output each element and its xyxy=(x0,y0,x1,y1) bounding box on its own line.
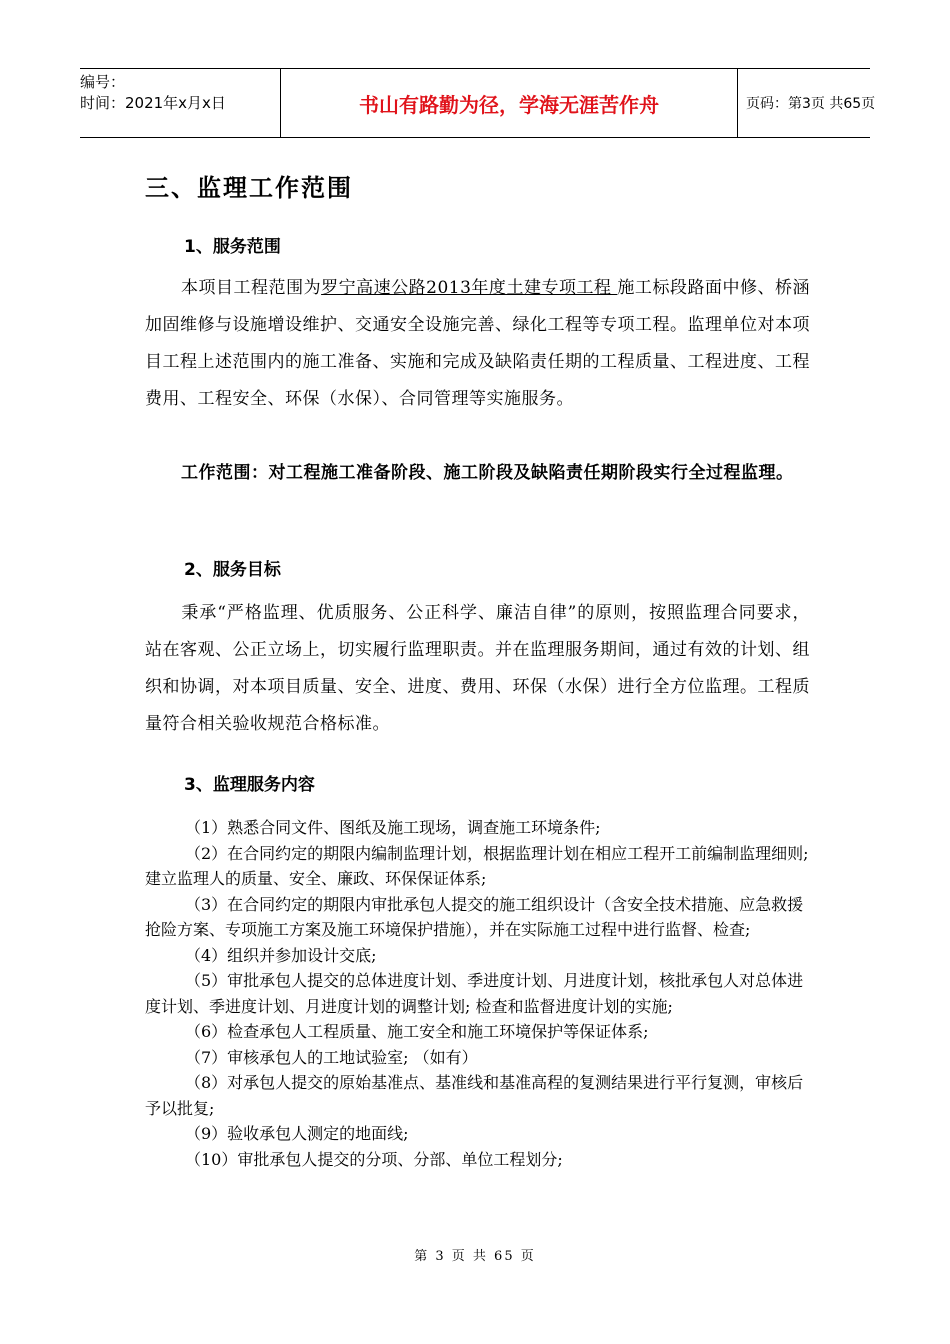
list-item: （4）组织并参加设计交底; xyxy=(185,945,377,965)
header-motto: 书山有路勤为径，学海无涯苦作舟 xyxy=(280,69,738,137)
s2-paragraph xyxy=(145,595,810,743)
list-item: （3）在合同约定的期限内审批承包人提交的施工组织设计（含安全技术措施、应急救援抢险方案、专项施工方案及施工环境保护措施），并在实际施工过程中进行监督、检查; xyxy=(145,894,804,939)
list-item: （7）审核承包人的工地试验室; （如有） xyxy=(185,1047,478,1067)
list-item: （1）熟悉合同文件、图纸及施工现场，调查施工环境条件; xyxy=(185,818,601,837)
s1-p1-post: 施工标段路面中修、桥涵加固维修与设施增设维护、交通安全设施完善、绿化工程等专项工程。监理单位对本项目工程上述范围内的施工准备、实施和完成及缺陷责任期的工程质量、工程进度、工程费用、工程安全、环保（水保）、合同管理等实施服务。 xyxy=(145,278,811,409)
scope-paragraph xyxy=(145,455,810,492)
list-item: （10）审批承包人提交的分项、分部、单位工程划分; xyxy=(185,1149,563,1169)
list-item: （9）验收承包人测定的地面线; xyxy=(185,1124,409,1143)
s1-paragraph xyxy=(145,270,810,418)
s2-text: 秉承“严格监理、优质服务、公正科学、廉洁自律”的原则，按照监理合同要求，站在客观、公正立场上，切实履行监理职责。并在监理服务期间，通过有效的计划、组织和协调，对本项目质量、安全、进度、费用、环保（水保）进行全方位监理。工程质量符合相关验收规范合格标准。 xyxy=(145,603,810,734)
s3-heading: 3、监理服务内容 xyxy=(184,775,315,795)
page-header xyxy=(80,68,876,138)
header-page-label: 页码：第3页 共65页 xyxy=(746,96,876,112)
s1-p1-pre: 本项目工程范围为 xyxy=(181,278,322,298)
scope-text: 工作范围：对工程施工准备阶段、施工阶段及缺陷责任期阶段实行全过程监理。 xyxy=(181,463,794,483)
s2-heading: 2、服务目标 xyxy=(184,560,281,580)
s3-list xyxy=(145,815,810,1172)
list-item: （8）对承包人提交的原始基准点、基准线和基准高程的复测结果进行平行复测，审核后予以批复; xyxy=(145,1073,804,1118)
list-item: （6）检查承包人工程质量、施工安全和施工环境保护等保证体系; xyxy=(185,1022,649,1041)
date-label: 时间：2021年x月x日 xyxy=(80,94,226,112)
list-item: （5）审批承包人提交的总体进度计划、季进度计划、月进度计划，核批承包人对总体进度计划、季进度计划、月进度计划的调整计划; 检查和监督进度计划的实施; xyxy=(145,971,804,1016)
s1-heading: 1、服务范围 xyxy=(184,237,281,257)
section-title: 三、监理工作范围 xyxy=(145,174,353,202)
page-footer: 第 3 页 共 65 页 xyxy=(414,1249,536,1264)
project-name: 罗宁高速公路2013年度土建专项工程 xyxy=(321,278,618,298)
number-label: 编号： xyxy=(80,73,126,91)
header-meta xyxy=(80,69,280,140)
list-item: （2）在合同约定的期限内编制监理计划，根据监理计划在相应工程开工前编制监理细则; 建立监理人的质量、安全、廉政、环保保证体系; xyxy=(145,843,809,888)
